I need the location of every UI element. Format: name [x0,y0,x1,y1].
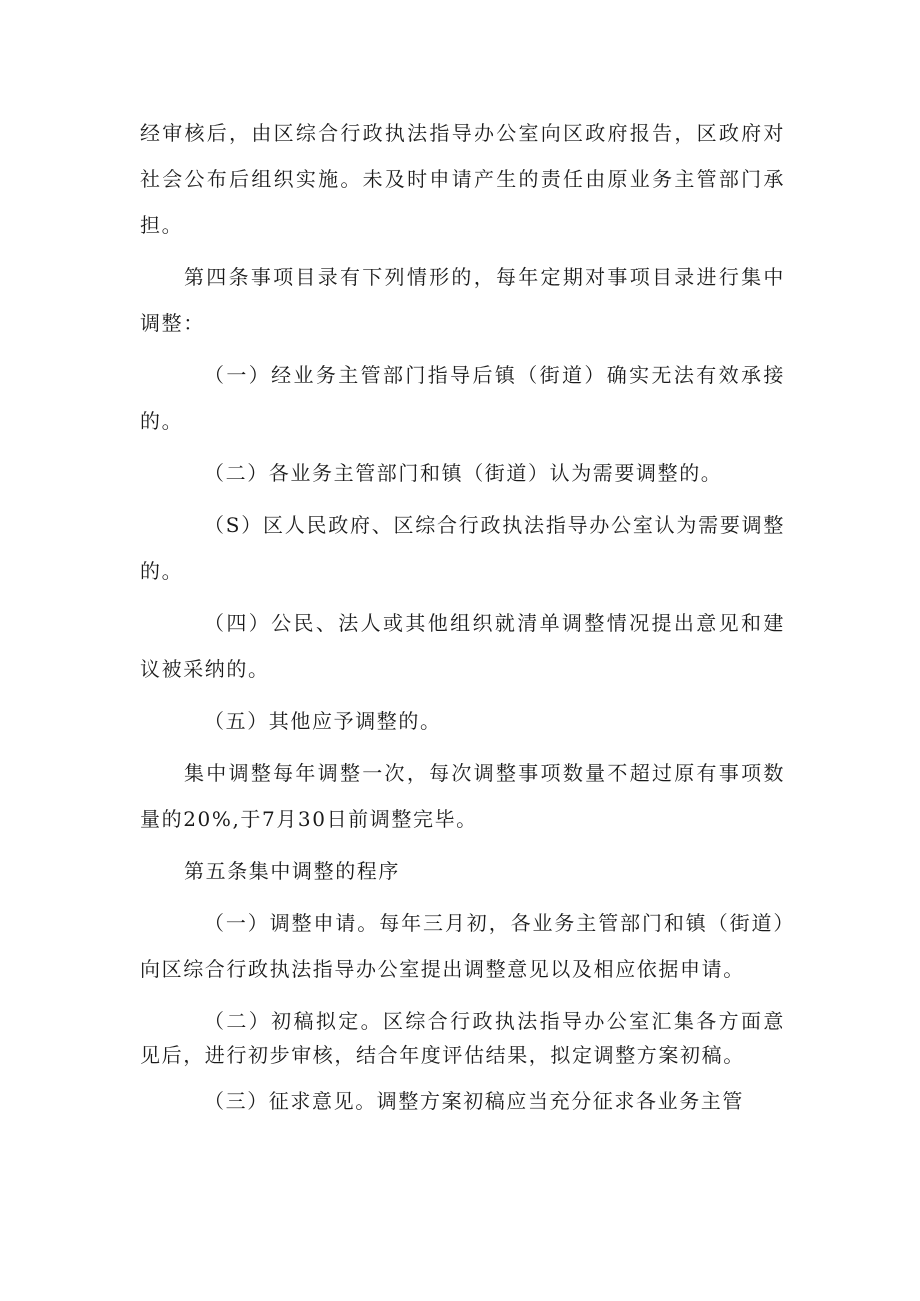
paragraph-item-4: （四）公民、法人或其他组织就清单调整情况提出意见和建议被采纳的。 [140,611,785,681]
paragraph-article-5: 第五条集中调整的程序 [184,859,400,883]
paragraph-step-draft: （二）初稿拟定。区综合行政执法指导办公室汇集各方面意见后，进行初步审核，结合年度评估结果，拟定调整方案初稿。 [140,1009,785,1067]
paragraph-step-consultation: （三）征求意见。调整方案初稿应当充分征求各业务主管 [204,1089,744,1113]
paragraph-item-5: （五）其他应予调整的。 [204,709,442,733]
paragraph-item-3: （S）区人民政府、区综合行政执法指导办公室认为需要调整的。 [140,513,785,583]
paragraph-step-application: （一）调整申请。每年三月初，各业务主管部门和镇（街道）向区综合行政执法指导办公室提出调整意见以及相应依据申请。 [140,911,785,981]
paragraph-review-report: 经审核后，由区综合行政执法指导办公室向区政府报告，区政府对社会公布后组织实施。未及时申请产生的责任由原业务主管部门承担。 [140,121,785,237]
paragraph-item-2: （二）各业务主管部门和镇（街道）认为需要调整的。 [204,461,723,485]
paragraph-article-4: 第四条事项目录有下列情形的，每年定期对事项目录进行集中调整： [140,265,785,335]
paragraph-annual-adjustment: 集中调整每年调整一次，每次调整事项数量不超过原有事项数量的20%,于7月30日前调整完毕。 [140,761,785,831]
paragraph-item-1: （一）经业务主管部门指导后镇（街道）确实无法有效承接的。 [140,363,785,433]
document-body [140,110,785,1124]
